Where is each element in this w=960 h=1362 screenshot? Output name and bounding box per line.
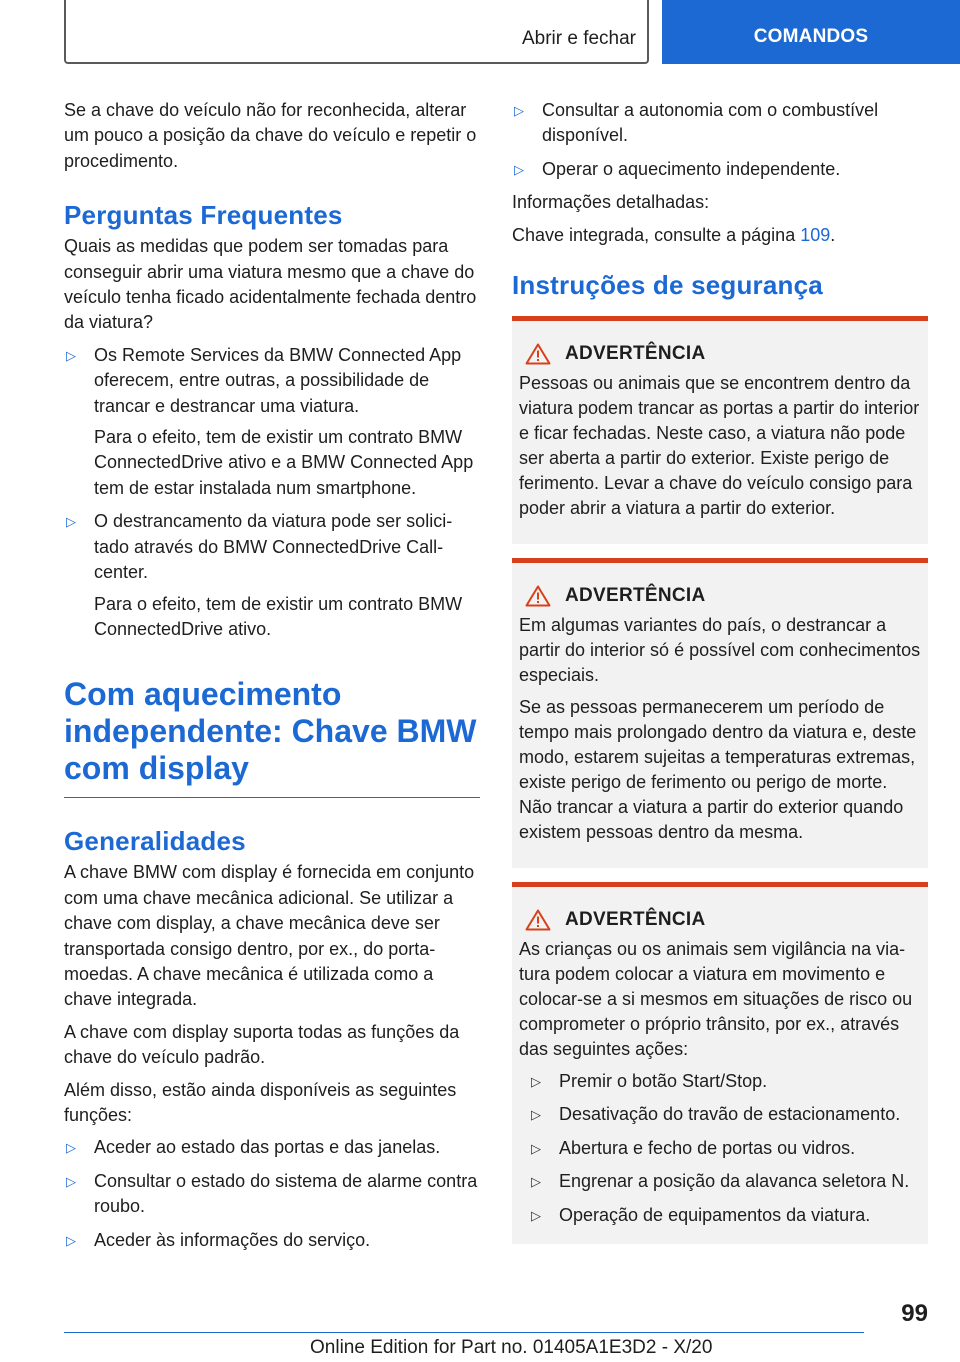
page-number: 99 bbox=[901, 1300, 928, 1327]
warning-actions-list bbox=[529, 1069, 922, 1228]
left-column bbox=[64, 98, 480, 1261]
bullet-triangle-icon: ▷ bbox=[531, 1174, 541, 1190]
intro-paragraph: Se a chave do veículo não for reconhecida, alterar um pouco a posição da chave do veículo e repetir o procedimento. bbox=[64, 100, 477, 171]
list-item-text: Consultar a autonomia com o combustível disponível. bbox=[542, 100, 879, 146]
bullet-triangle-icon: ▷ bbox=[531, 1074, 541, 1090]
bullet-triangle-icon: ▷ bbox=[531, 1207, 541, 1223]
bullet-triangle-icon: ▷ bbox=[66, 347, 76, 363]
list-item-text: Aceder às informações do serviço. bbox=[94, 1229, 371, 1250]
list-item-text: Operar o aquecimento independente. bbox=[542, 158, 841, 179]
warning-text: Se as pessoas permanecerem um período de tempo mais prolongado dentro da viatura e, deste modo, estarem sujeitas a temperaturas extremas, existe perigo de ferimento ou perigo de morte. Não trancar a viatura a partir do exterior quando existem pessoas dentro da mesma. bbox=[519, 697, 917, 843]
details-text: Chave integrada, consulte a página bbox=[512, 224, 801, 245]
warning-box bbox=[512, 316, 928, 544]
warning-box bbox=[512, 558, 928, 868]
list-item-text: Consultar o estado do sistema de alarme contra roubo. bbox=[94, 1170, 478, 1217]
bullet-triangle-icon: ▷ bbox=[66, 1232, 76, 1248]
functions-list bbox=[64, 1135, 480, 1253]
warning-text: Em algumas variantes do país, o destrancar a partir do interior só é possível com conhecimentos especiais. bbox=[519, 615, 921, 686]
warning-triangle-icon bbox=[525, 585, 551, 607]
general-heading: Generalidades bbox=[64, 826, 246, 857]
warning-text: Pessoas ou animais que se encontrem dentro da viatura podem trancar as portas a partir do interior e ficar fechadas. Neste caso, a viatura não pode ser aberta a partir do exterior. Existe perigo de ferimento. Levar a chave do veículo consigo para poder abrir a viatura a partir do exterior. bbox=[519, 373, 920, 519]
warning-text: As crianças ou os animais sem vigilância na viatura podem colocar a viatura em movimento e colocar-se a si mesmos em situações de risco ou comprometer o próprio trânsito, por ex., através das seguintes ações: bbox=[519, 939, 913, 1060]
list-item-text: O destrancamento da viatura pode ser solicitado através do BMW ConnectedDrive Callcenter. bbox=[94, 511, 453, 583]
faq-question: Quais as medidas que podem ser tomadas para conseguir abrir uma viatura mesmo que a chave do veículo tenha ficado acidentalmente fechada dentro da viatura? bbox=[64, 236, 477, 333]
list-item-note: Para o efeito, tem de existir um contrato BMW ConnectedDrive ativo. bbox=[94, 593, 463, 639]
list-item bbox=[512, 157, 928, 182]
warning-triangle-icon bbox=[525, 343, 551, 365]
bullet-triangle-icon: ▷ bbox=[514, 161, 524, 177]
warning-triangle-icon bbox=[525, 909, 551, 931]
faq-heading: Perguntas Frequentes bbox=[64, 200, 343, 231]
right-column bbox=[512, 98, 928, 1244]
general-paragraph-3: Além disso, estão ainda disponíveis as seguintes funções: bbox=[64, 1079, 457, 1125]
faq-list bbox=[64, 343, 480, 642]
list-item bbox=[64, 1228, 480, 1253]
list-item bbox=[529, 1169, 922, 1194]
list-item bbox=[529, 1203, 922, 1228]
details-reference bbox=[512, 223, 928, 248]
main-heading: Com aquecimento independente: Chave BMW com display bbox=[64, 676, 480, 798]
warning-box bbox=[512, 882, 928, 1244]
list-item-note: Para o efeito, tem de existir um contrato BMW ConnectedDrive ativo e a BMW Connected App tem de estar instalada num smartphone. bbox=[94, 427, 474, 498]
details-end: . bbox=[830, 224, 836, 245]
functions-list-continued bbox=[512, 98, 928, 182]
list-item-text: Abertura e fecho de portas ou vidros. bbox=[559, 1137, 856, 1158]
list-item bbox=[529, 1069, 922, 1094]
list-item bbox=[64, 1135, 480, 1160]
safety-heading: Instruções de segurança bbox=[512, 270, 823, 301]
footer-rule bbox=[64, 1332, 864, 1333]
warning-label: ADVERTÊNCIA bbox=[565, 343, 706, 365]
warning-label: ADVERTÊNCIA bbox=[565, 909, 706, 931]
bullet-triangle-icon: ▷ bbox=[66, 1173, 76, 1189]
bullet-triangle-icon: ▷ bbox=[514, 103, 524, 118]
page-reference-link[interactable]: 109 bbox=[800, 224, 831, 245]
list-item-text: Os Remote Services da BMW Connected App oferecem, entre outras, a possibilidade de trancar e destrancar uma viatura. bbox=[94, 344, 462, 416]
header-chapter-tab: COMANDOS bbox=[662, 0, 960, 64]
details-label: Informações detalhadas: bbox=[512, 192, 710, 213]
list-item bbox=[64, 1169, 480, 1220]
list-item-text: Operação de equipamentos da viatura. bbox=[559, 1204, 871, 1225]
list-item bbox=[529, 1102, 922, 1127]
warning-label: ADVERTÊNCIA bbox=[565, 585, 706, 607]
list-item bbox=[529, 1136, 922, 1161]
footer-edition: Online Edition for Part no. 01405A1E3D2 - X/20 bbox=[310, 1337, 713, 1358]
list-item bbox=[64, 343, 480, 501]
list-item-text: Desativação do travão de estacionamento. bbox=[559, 1104, 901, 1125]
general-paragraph-2: A chave com display suporta todas as funções da chave do veículo padrão. bbox=[64, 1021, 460, 1068]
bullet-triangle-icon: ▷ bbox=[531, 1140, 541, 1156]
list-item-text: Engrenar a posição da alavanca seletora N. bbox=[559, 1171, 910, 1192]
general-paragraph-1: A chave BMW com display é fornecida em conjunto com uma chave mecânica adicional. Se utilizar a chave com display, a chave mecânica deve ser transportada consigo dentro, por ex., do porta-moedas. A chave mecânica é utilizada como a chave integrada. bbox=[64, 862, 475, 1010]
header-section-title: Abrir e fechar bbox=[521, 28, 636, 49]
warning-header bbox=[525, 343, 922, 365]
warning-header bbox=[525, 585, 922, 607]
list-item-text: Aceder ao estado das portas e das janelas. bbox=[94, 1137, 441, 1158]
list-item-text: Premir o botão Start/Stop. bbox=[559, 1071, 768, 1092]
list-item bbox=[512, 98, 928, 149]
warning-header bbox=[525, 909, 922, 931]
bullet-triangle-icon: ▷ bbox=[66, 1140, 76, 1156]
bullet-triangle-icon: ▷ bbox=[66, 514, 76, 530]
bullet-triangle-icon: ▷ bbox=[531, 1107, 541, 1123]
list-item bbox=[64, 509, 480, 642]
